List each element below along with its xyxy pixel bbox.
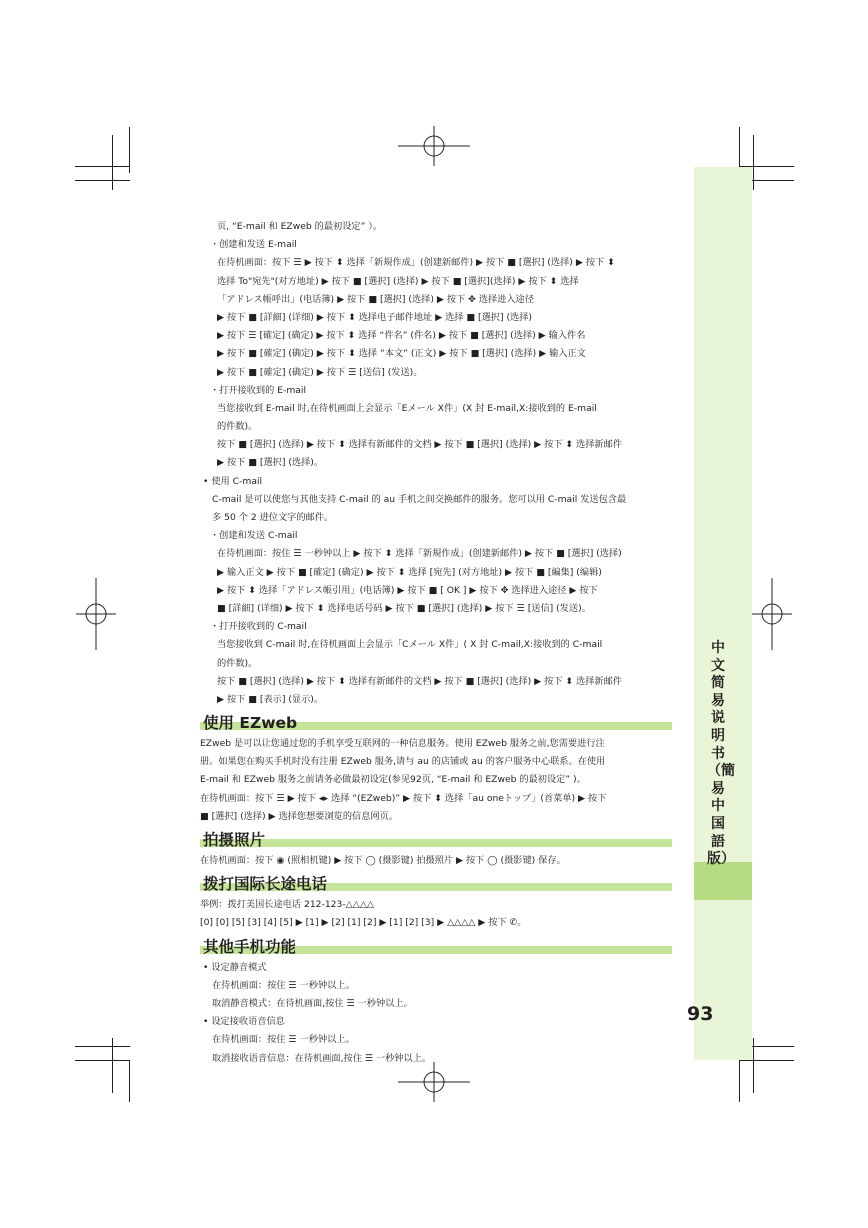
text-line: ▶ 按下 ■ [確定] (确定) ▶ 按下 ☰ [送信] (发送)。 (217, 366, 423, 378)
text-line: ・创建和发送 C-mail (210, 530, 298, 542)
text-line: EZweb 是可以让您通过您的手机享受互联网的一种信息服务。使用 EZweb 服务之前,您需要进行注 (200, 738, 605, 750)
text-line: 在待机画面：按下 ☰ ▶ 按下 ⬍ 选择「新規作成」(创建新邮件) ▶ 按下 ■ [選択] (选择) ▶ 按下 ⬍ (217, 257, 615, 269)
text-line: 当您接收到 E-mail 时,在待机画面上会显示「Eメール X件」(X 封 E-mail,X:接收到的 E-mail (217, 402, 597, 414)
text-line: 当您接收到 C-mail 时,在待机画面上会显示「Cメール X件」( X 封 C-mail,X:接收到的 C-mail (217, 639, 603, 651)
text-line: 的件数)。 (217, 657, 258, 669)
text-line: ▶ 按下 ■ [確定] (确定) ▶ 按下 ⬍ 选择 “本文” (正文) ▶ 按下 ■ [選択] (选择) ▶ 输入正文 (217, 348, 586, 360)
text-line: ▶ 按下 ■ [詳細] (详细) ▶ 按下 ⬍ 选择电子邮件地址 ▶ 选择 ■ [選択] (选择) (217, 311, 533, 323)
chapter-label: 中文简易说明书（簡易中国語版） (707, 640, 735, 868)
text-line: 页, “E-mail 和 EZweb 的最初设定” ）。 (217, 221, 383, 232)
text-line: • 设定接收语音信息 (203, 1016, 285, 1028)
text-line: [0] [0] [5] [3] [4] [5] ▶ [1] ▶ [2] [1] [2] ▶ [1] [2] [3] ▶ △△△△ ▶ 按下 ✆。 (200, 917, 527, 929)
text-line: ■ [選択] (选择) ▶ 选择您想要浏览的信息网页。 (200, 810, 398, 822)
text-line: 「アドレス帳呼出」(电话簿) ▶ 按下 ■ [選択] (选择) ▶ 按下 ✥ 选择进入途径 (217, 293, 534, 305)
text-line: ▶ 按下 ☰ [確定] (确定) ▶ 按下 ⬍ 选择 “件名” (件名) ▶ 按下 ■ [選択] (选择) ▶ 输入件名 (217, 330, 586, 342)
section-heading-text: 其他手机功能 (203, 937, 297, 956)
text-line: • 使用 C-mail (203, 475, 263, 487)
section-heading-text: 拍摄照片 (203, 831, 266, 849)
text-line: 的件数)。 (217, 421, 258, 433)
text-line: 在待机画面：按住 ☰ 一秒钟以上。 (212, 1034, 355, 1046)
text-line: C-mail 是可以使您与其他支持 C-mail 的 au 手机之间交换邮件的服务。您可以用 C-mail 发送包含最 (212, 493, 627, 505)
registration-mark-bottom (398, 1062, 470, 1102)
section-heading-text: 拨打国际长途电话 (203, 875, 328, 894)
text-line: 在待机画面：按下 ◉ (照相机键) ▶ 按下 ◯ (摄影键) 拍摄照片 ▶ 按下 ◯ (摄影键) 保存。 (200, 855, 566, 866)
text-line: 在待机画面：按住 ☰ 一秒钟以上 ▶ 按下 ⬍ 选择「新規作成」(创建新邮件) ▶ 按下 ■ [選択] (选择) (217, 548, 622, 560)
text-line: ・打开接收到的 C-mail (210, 621, 307, 633)
text-line: ▶ 按下 ■ [選択] (选择)。 (217, 457, 324, 469)
page-number: 93 (687, 1003, 714, 1025)
text-line: ▶ 输入正文 ▶ 按下 ■ [確定] (确定) ▶ 按下 ⬍ 选择 [宛先] (对方地址) ▶ 按下 ■ [編集] (编辑) (217, 566, 602, 578)
text-line: 按下 ■ [選択] (选择) ▶ 按下 ⬍ 选择有新邮件的文档 ▶ 按下 ■ [選択] (选择) ▶ 按下 ⬍ 选择新邮件 (217, 675, 622, 687)
text-line: 举例：拨打美国长途电话 212-123-△△△△ (200, 899, 374, 911)
section-heading (200, 874, 672, 896)
text-line: 册。如果您在购买手机时没有注册 EZweb 服务,请与 au 的店铺或 au 的客户服务中心联系。在使用 (200, 756, 606, 768)
text-line: 多 50 个 2 进位文字的邮件。 (212, 512, 334, 523)
text-line: • 设定静音模式 (203, 961, 267, 973)
text-line: 按下 ■ [選択] (选择) ▶ 按下 ⬍ 选择有新邮件的文档 ▶ 按下 ■ [選択] (选择) ▶ 按下 ⬍ 选择新邮件 (217, 439, 622, 451)
text-line: ▶ 按下 ■ [表示] (显示)。 (217, 693, 324, 705)
text-line: ▶ 按下 ⬍ 选择「アドレス帳引用」(电话簿) ▶ 按下 ■ [ OK ] ▶ 按下 ✥ 选择进入途径 ▶ 按下 (217, 584, 598, 596)
document-body (200, 218, 672, 1068)
text-line: 在待机画面：按住 ☰ 一秒钟以上。 (212, 979, 355, 991)
chapter-side-tab (694, 167, 752, 1060)
section-heading-text: 使用 EZweb (203, 714, 298, 733)
text-line: 取消静音模式：在待机画面,按住 ☰ 一秒钟以上。 (212, 997, 413, 1009)
section-heading (200, 830, 672, 852)
section-heading (200, 937, 672, 959)
text-line: E-mail 和 EZweb 服务之前请务必做最初设定(参见92页, “E-mail 和 EZweb 的最初设定” )。 (200, 774, 586, 786)
heading-underline-bar (200, 839, 672, 847)
text-line: ■ [詳細] (详细) ▶ 按下 ⬍ 选择电话号码 ▶ 按下 ■ [選択] (选择) ▶ 按下 ☰ [送信] (发送)。 (217, 602, 591, 614)
registration-mark-right (752, 578, 792, 650)
text-line: ・创建和发送 E-mail (210, 239, 297, 251)
text-line: 取消接收语音信息：在待机画面,按住 ☰ 一秒钟以上。 (212, 1052, 432, 1064)
text-line: ・打开接收到的 E-mail (210, 384, 307, 396)
section-heading (200, 713, 672, 735)
text-line: 选择 To"宛先"(对方地址) ▶ 按下 ■ [選択] (选择) ▶ 按下 ■ [選択](选择) ▶ 按下 ⬍ 选择 (217, 275, 579, 287)
text-line: 在待机画面：按下 ☰ ▶ 按下 ◂▸ 选择 “(EZweb)” ▶ 按下 ⬍ 选择「au oneトップ」(首菜单) ▶ 按下 (200, 792, 607, 804)
registration-mark-left (76, 578, 116, 650)
registration-mark-top (398, 126, 470, 166)
